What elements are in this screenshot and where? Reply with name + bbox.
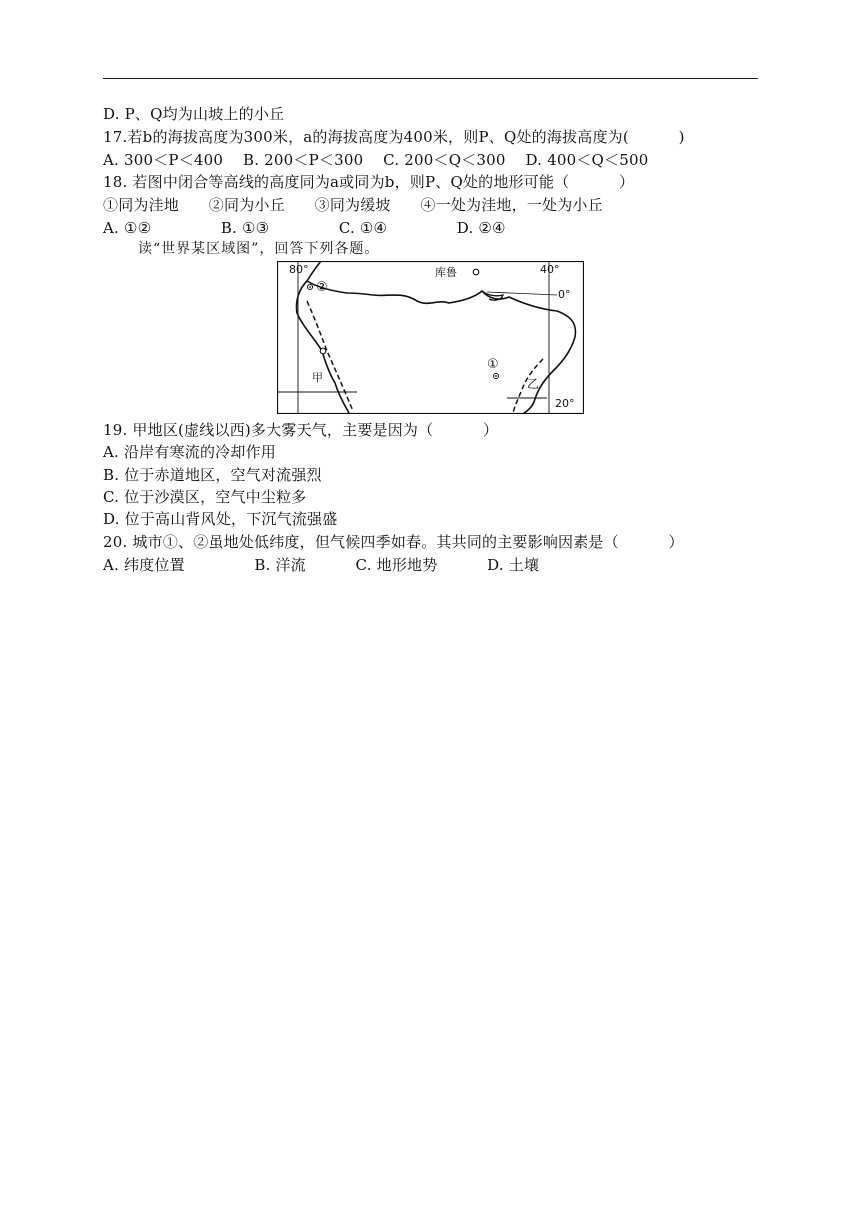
question-19-option-b: B. 位于赤道地区，空气对流强烈 <box>103 466 322 484</box>
label-city-1: ① <box>487 357 499 372</box>
label-0: 0° <box>558 288 571 301</box>
label-yi: 乙 <box>527 377 540 391</box>
question-19-option-c: C. 位于沙漠区，空气中尘粒多 <box>103 488 307 506</box>
city-kourou-marker <box>473 269 479 275</box>
question-17: 17.若b的海拔高度为300米，a的海拔高度为400米，则P、Q处的海拔高度为( ) <box>103 128 685 146</box>
label-40: 40° <box>540 263 560 276</box>
city-1-marker <box>495 375 497 377</box>
question-20: 20. 城市①、②虽地处低纬度，但气候四季如春。其共同的主要影响因素是（ ） <box>103 533 684 551</box>
jia-marker <box>320 348 326 354</box>
map-svg <box>277 261 584 414</box>
header-rule <box>103 78 758 79</box>
question-19-option-d: D. 位于高山背风处，下沉气流强盛 <box>103 510 338 528</box>
label-20: 20° <box>555 397 575 410</box>
q16-option-d: D. P、Q均为山坡上的小丘 <box>103 105 285 123</box>
city-2-marker <box>309 286 311 288</box>
question-18: 18. 若图中闭合等高线的高度同为a或同为b，则P、Q处的地形可能（ ） <box>103 173 635 191</box>
label-jia: 甲 <box>312 371 323 384</box>
world-region-map <box>277 261 584 414</box>
question-20-options: A. 纬度位置 B. 洋流 C. 地形地势 D. 土壤 <box>103 556 540 574</box>
question-17-options: A. 300＜P＜400 B. 200＜P＜300 C. 200＜Q＜300 D. 400＜Q＜500 <box>103 151 649 169</box>
label-city-2: ② <box>316 280 328 295</box>
question-18-options: A. ①② B. ①③ C. ①④ D. ②④ <box>103 219 506 237</box>
question-19-option-a: A. 沿岸有寒流的冷却作用 <box>103 443 276 461</box>
question-18-items: ①同为洼地 ②同为小丘 ③同为缓坡 ④一处为洼地，一处为小丘 <box>103 196 603 214</box>
label-80: 80° <box>289 263 309 276</box>
question-19: 19. 甲地区(虚线以西)多大雾天气，主要是因为（ ） <box>103 421 499 439</box>
map-intro-text: 读“世界某区域图”，回答下列各题。 <box>138 241 380 257</box>
label-kourou: 库鲁 <box>435 266 457 279</box>
